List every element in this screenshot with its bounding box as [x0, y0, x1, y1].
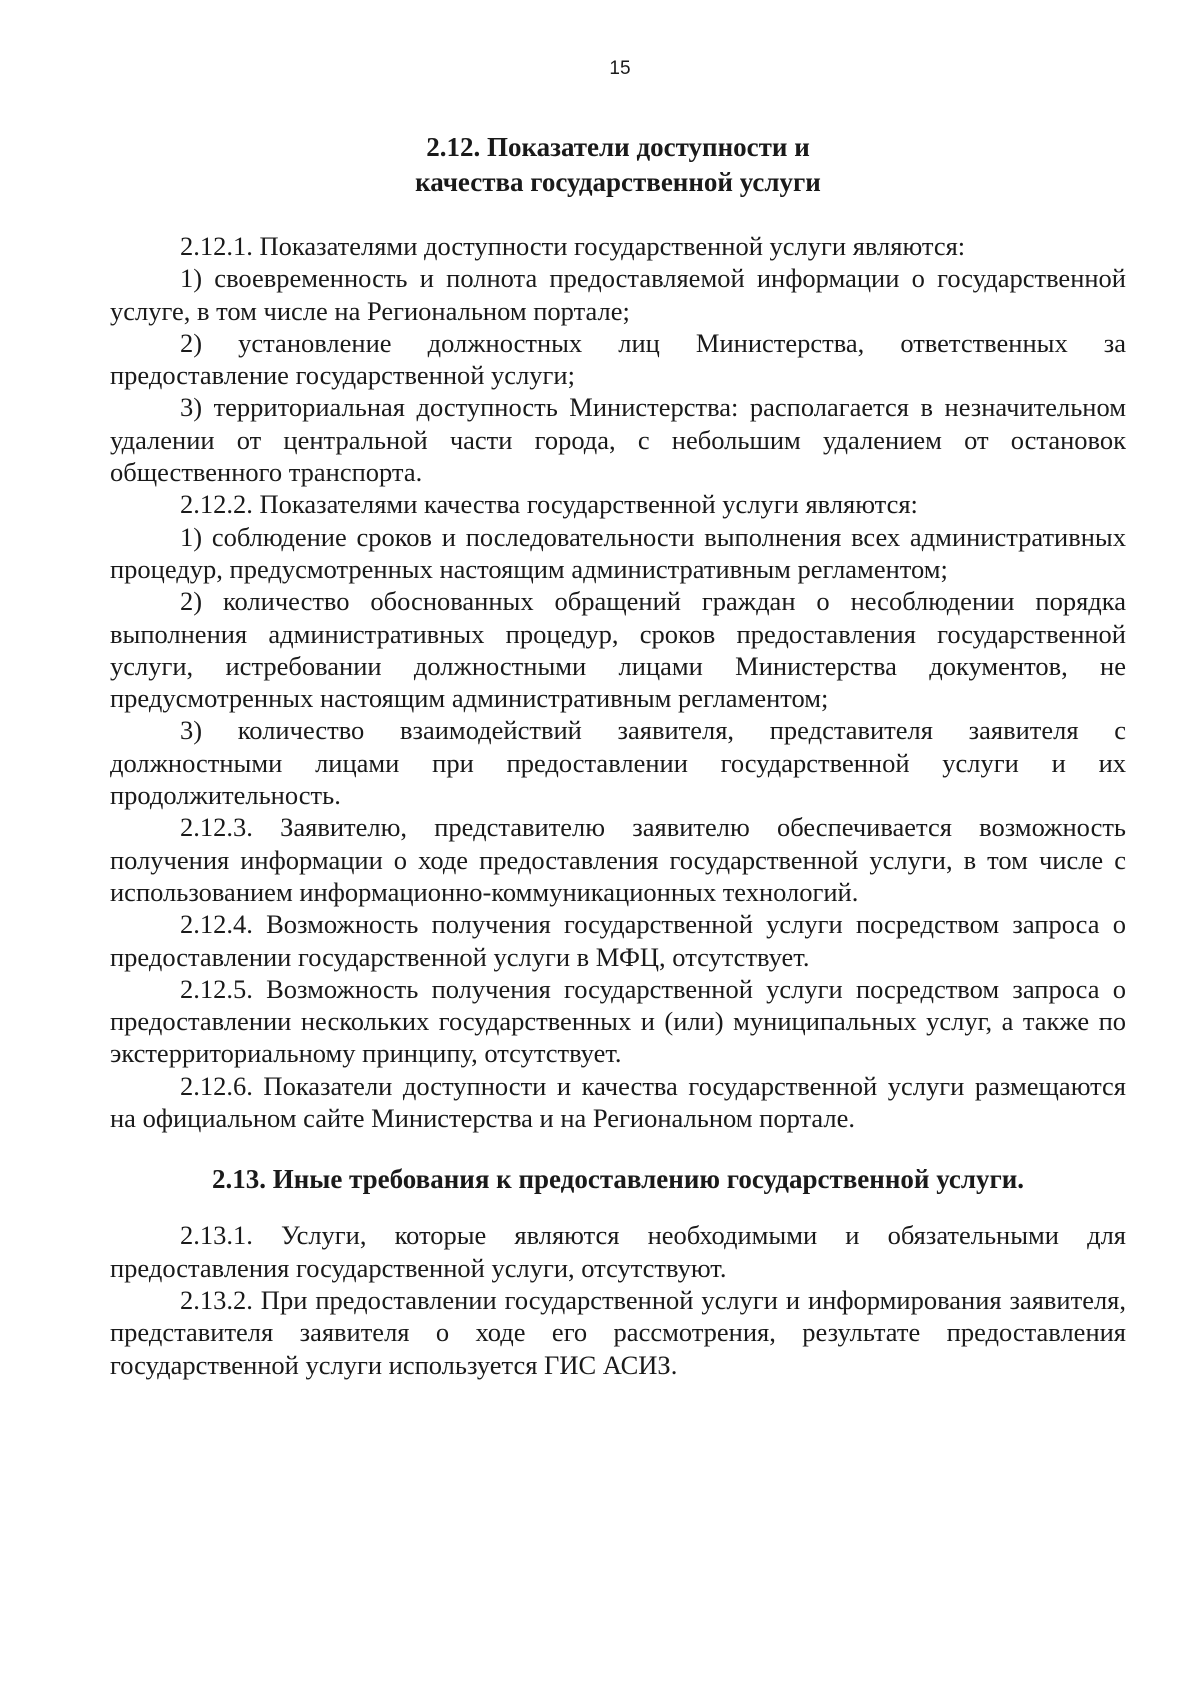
paragraph-2-12-2-item-3: 3) количество взаимодействий заявителя, представителя заявителя с должностными лицами при предоставлении государственной услуги и их продолжительность. [110, 715, 1126, 811]
paragraph-2-12-4: 2.12.4. Возможность получения государственной услуги посредством запроса о предоставлении государственной услуги в МФЦ, отсутствует. [110, 909, 1126, 972]
paragraph-2-12-1-item-3: 3) территориальная доступность Министерства: располагается в незначительном удалении от центральной части города, с небольшим удалением от остановок общественного транспорта. [110, 392, 1126, 488]
paragraph-2-12-1-item-1: 1) своевременность и полнота предоставляемой информации о государственной услуге, в том числе на Региональном портале; [110, 263, 1126, 326]
section-title-line-2: качества государственной услуги [415, 167, 821, 197]
section-title-line-1: 2.12. Показатели доступности и [426, 132, 810, 162]
paragraph-2-12-2: 2.12.2. Показателями качества государственной услуги являются: [180, 489, 918, 520]
page-number: 15 [609, 58, 631, 79]
paragraph-2-12-5: 2.12.5. Возможность получения государственной услуги посредством запроса о предоставлении нескольких государственных и (или) муниципальных услуг, а также по экстерриториальному принципу, отсутствует. [110, 973, 1126, 1069]
section-2-13 [110, 1162, 1126, 1380]
paragraph-2-12-1: 2.12.1. Показателями доступности государственной услуги являются: [180, 231, 966, 261]
paragraph-2-13-2: 2.13.2. При предоставлении государственной услуги и информирования заявителя, представителя заявителя о ходе его рассмотрения, результате предоставления государственной услуги используется ГИС АСИЗ. [110, 1284, 1126, 1380]
paragraph-2-12-2-item-2: 2) количество обоснованных обращений граждан о несоблюдении порядка выполнения административных процедур, сроков предоставления государственной услуги, истребовании должностными лицами Министерства документов, не предусмотренных настоящим административным регламентом; [110, 586, 1126, 714]
document-body [110, 130, 1126, 1381]
section-2-12 [110, 130, 1126, 1134]
paragraph-2-12-1-item-2: 2) установление должностных лиц Министерства, ответственных за предоставление государственной услуги; [110, 327, 1126, 391]
paragraph-2-12-2-item-1: 1) соблюдение сроков и последовательности выполнения всех административных процедур, предусмотренных настоящим административным регламентом; [110, 521, 1126, 584]
paragraph-2-12-6: 2.12.6. Показатели доступности и качества государственной услуги размещаются на официальном сайте Министерства и на Региональном портале. [110, 1070, 1126, 1134]
paragraph-2-13-1: 2.13.1. Услуги, которые являются необходимыми и обязательными для предоставления государственной услуги, отсутствуют. [110, 1220, 1126, 1283]
section-title: 2.13. Иные требования к предоставлению государственной услуги. [211, 1164, 1025, 1195]
paragraph-2-12-3: 2.12.3. Заявителю, представителю заявителю обеспечивается возможность получения информации о ходе предоставления государственной услуги, в том числе с использованием информационно-коммуникационных технологий. [110, 812, 1126, 907]
